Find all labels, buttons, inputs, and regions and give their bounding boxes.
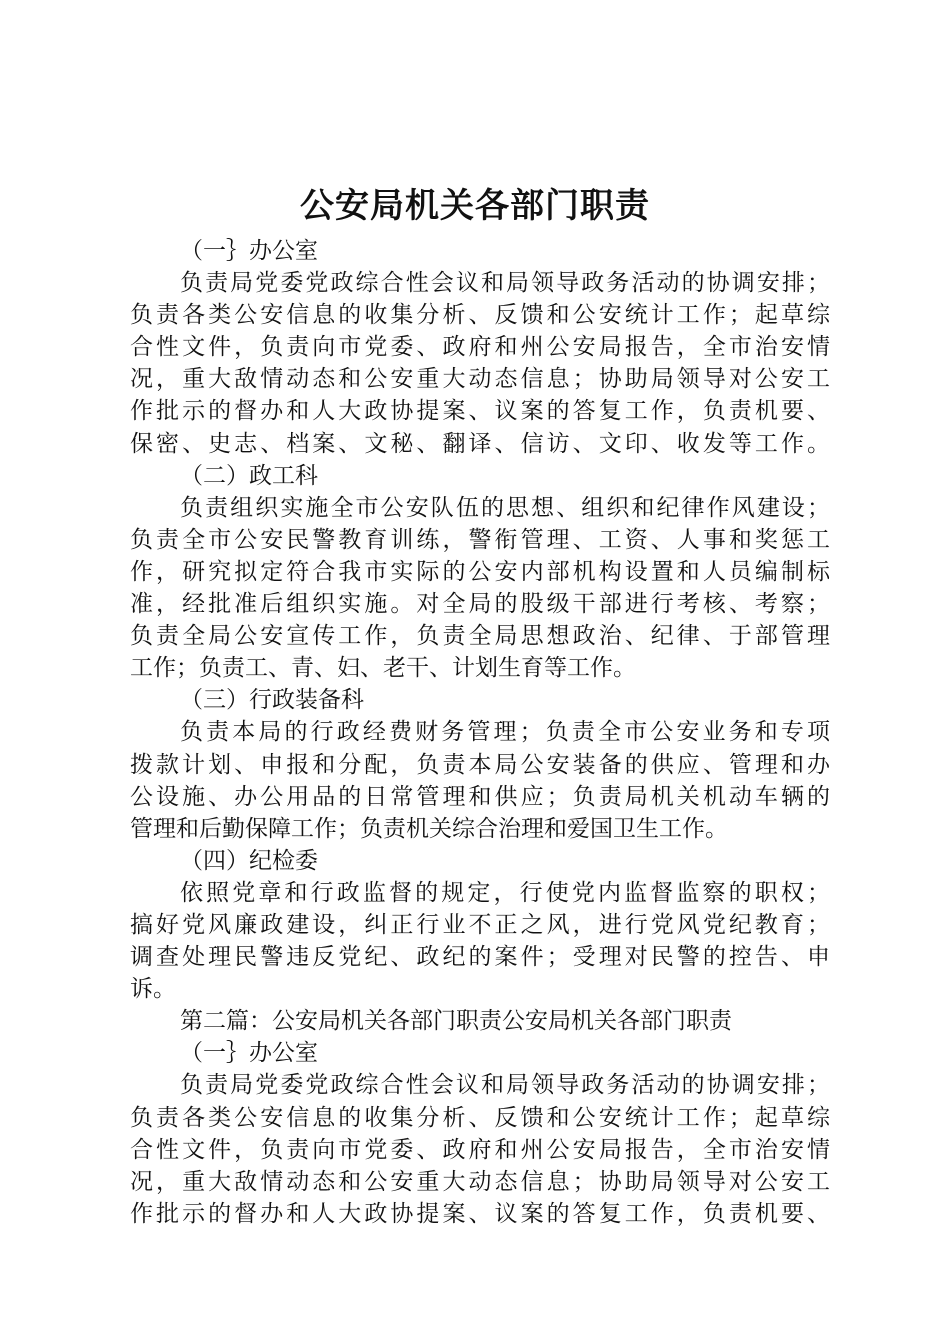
paragraph-line: 负责各类公安信息的收集分析、反馈和公安统计工作；起草综 [130, 302, 830, 329]
paragraph-line: 负责全局公安宣传工作，负责全局思想政治、纪律、于部管理 [130, 623, 830, 650]
paragraph-line: 况，重大敌情动态和公安重大动态信息；协助局领导对公安工 [130, 1168, 830, 1195]
document-body [130, 235, 830, 1230]
paragraph-line: 负责组织实施全市公安队伍的思想、组织和纪律作风建设； [180, 494, 830, 521]
paragraph-line: 准，经批准后组织实施。对全局的股级干部进行考核、考察； [130, 591, 830, 618]
section-heading-admin-equipment: （三）行政装备科 [180, 687, 364, 714]
paragraph-line: 作批示的督办和人大政协提案、议案的答复工作，负责机要、 [130, 1200, 830, 1227]
paragraph-line: 拨款计划、申报和分配，负责本局公安装备的供应、管理和办 [130, 751, 830, 778]
paragraph-line: 负责本局的行政经费财务管理；负责全市公安业务和专项 [180, 719, 830, 746]
paragraph-line: 保密、史志、档案、文秘、翻译、信访、文印、收发等工作。 [130, 430, 830, 457]
second-article-heading: 第二篇：公安局机关各部门职责公安局机关各部门职责 [180, 1008, 732, 1035]
section-heading-office: （一｝办公室 [180, 238, 318, 264]
paragraph-line: 工作；负责工、青、妇、老干、计划生育等工作。 [130, 655, 636, 682]
paragraph-line: 作批示的督办和人大政协提案、议案的答复工作，负责机要、 [130, 398, 830, 425]
paragraph-line: 公设施、办公用品的日常管理和供应；负责局机关机动车辆的 [130, 783, 830, 810]
paragraph-line: 负责局党委党政综合性会议和局领导政务活动的协调安排； [180, 1072, 830, 1099]
paragraph-line: 调查处理民警违反党纪、政纪的案件；受理对民警的控告、申 [130, 944, 830, 971]
paragraph-line: 依照党章和行政监督的规定，行使党内监督监察的职权； [180, 879, 830, 906]
paragraph-line: 合性文件，负责向市党委、政府和州公安局报告，全市治安情 [130, 334, 830, 361]
paragraph-line: 况，重大敌情动态和公安重大动态信息；协助局领导对公安工 [130, 366, 830, 393]
document-title: 公安局机关各部门职责 [300, 186, 650, 226]
paragraph-line: 管理和后勤保障工作；负责机关综合治理和爱国卫生工作。 [130, 815, 728, 842]
paragraph-line: 搞好党风廉政建设，纠正行业不正之风，进行党风党纪教育； [130, 911, 830, 938]
paragraph-line: 负责各类公安信息的收集分析、反馈和公安统计工作；起草综 [130, 1104, 830, 1131]
paragraph-line: 负责局党委党政综合性会议和局领导政务活动的协调安排； [180, 270, 830, 297]
section-heading-office: （一｝办公室 [180, 1040, 318, 1067]
paragraph-line: 作，研究拟定符合我市实际的公安内部机构设置和人员编制标 [130, 558, 830, 585]
section-heading-discipline: （四）纪检委 [180, 847, 318, 874]
section-heading-political: （二）政工科 [180, 462, 318, 489]
paragraph-line: 诉。 [130, 976, 176, 1003]
paragraph-line: 负责全市公安民警教育训练，警衔管理、工资、人事和奖惩工 [130, 526, 830, 553]
paragraph-line: 合性文件，负责向市党委、政府和州公安局报告，全市治安情 [130, 1136, 830, 1163]
